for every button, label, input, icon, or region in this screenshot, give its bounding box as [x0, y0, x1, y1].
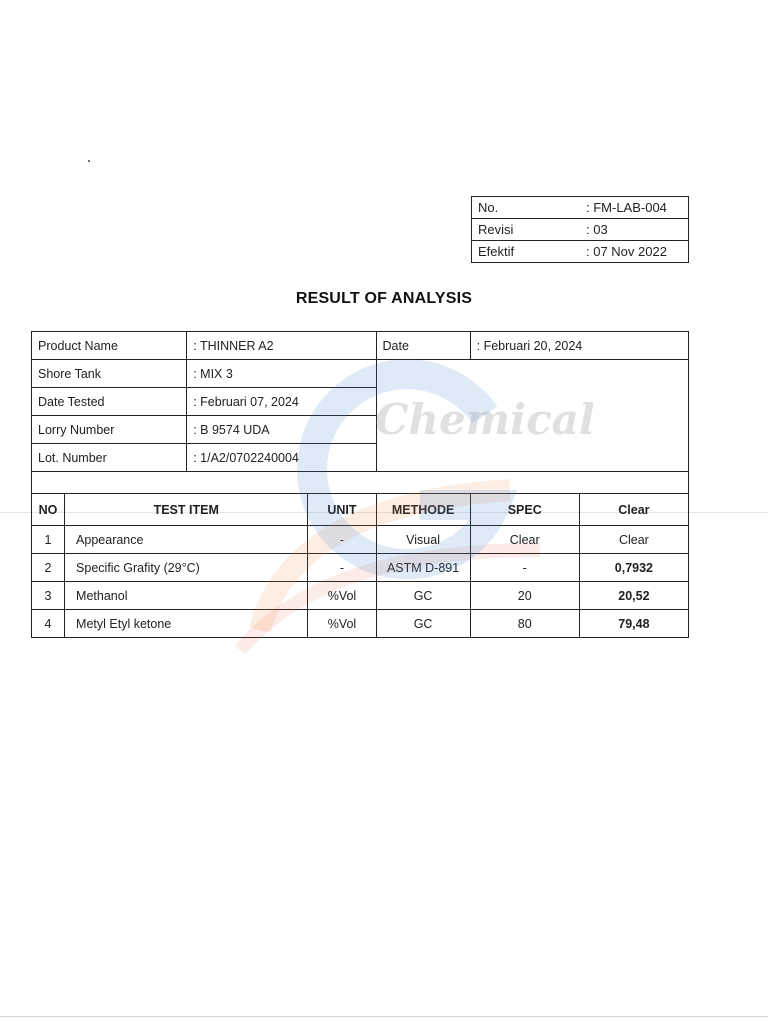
lorry-number-label: Lorry Number [32, 416, 187, 444]
document-control-table [471, 196, 689, 263]
row-spec: - [470, 554, 579, 582]
date-tested-value: : Februari 07, 2024 [187, 388, 376, 416]
shore-tank-label: Shore Tank [32, 360, 187, 388]
scan-speck [88, 160, 90, 162]
row-unit: - [308, 554, 376, 582]
row-spec: 20 [470, 582, 579, 610]
row-result: 20,52 [579, 582, 688, 610]
header-unit: UNIT [308, 494, 376, 526]
date-tested-label: Date Tested [32, 388, 187, 416]
row-no: 1 [32, 526, 65, 554]
separator-row [32, 472, 689, 494]
row-test-item: Methanol [65, 582, 308, 610]
info-row [32, 332, 689, 360]
analysis-table [31, 331, 689, 638]
header-no: NO [32, 494, 65, 526]
doc-control-label: Revisi [472, 219, 581, 241]
header-test-item: TEST ITEM [65, 494, 308, 526]
row-method: GC [376, 610, 470, 638]
result-row [32, 526, 689, 554]
doc-control-value: : 07 Nov 2022 [586, 244, 667, 259]
row-test-item: Appearance [65, 526, 308, 554]
row-result: Clear [579, 526, 688, 554]
row-spec: Clear [470, 526, 579, 554]
date-value: : Februari 20, 2024 [470, 332, 688, 360]
row-no: 2 [32, 554, 65, 582]
row-no: 4 [32, 610, 65, 638]
row-unit: %Vol [308, 582, 376, 610]
doc-control-label: Efektif [478, 244, 515, 259]
date-label: Date [376, 332, 470, 360]
shore-tank-value: : MIX 3 [187, 360, 376, 388]
result-row [32, 582, 689, 610]
doc-control-row [472, 241, 689, 263]
result-row [32, 610, 689, 638]
doc-control-value: : 03 [580, 219, 689, 241]
header-result: Clear [579, 494, 688, 526]
row-result: 0,7932 [579, 554, 688, 582]
lorry-number-value: : B 9574 UDA [187, 416, 376, 444]
result-row [32, 554, 689, 582]
watermark-text: Chemical [375, 395, 595, 444]
row-result: 79,48 [579, 610, 688, 638]
doc-control-value: : FM-LAB-004 [580, 197, 689, 219]
row-method: GC [376, 582, 470, 610]
info-row [32, 360, 689, 388]
page-title: RESULT OF ANALYSIS [295, 290, 473, 307]
header-spec: SPEC [470, 494, 579, 526]
row-test-item: Metyl Etyl ketone [65, 610, 308, 638]
product-name-label: Product Name [32, 332, 187, 360]
row-spec: 80 [470, 610, 579, 638]
lot-number-label: Lot. Number [32, 444, 187, 472]
row-no: 3 [32, 582, 65, 610]
header-methode: METHODE [376, 494, 470, 526]
doc-control-row [472, 197, 689, 219]
results-header-row [32, 494, 689, 526]
info-blank-area [376, 360, 689, 472]
row-test-item: Specific Grafity (29°C) [65, 554, 308, 582]
doc-control-label: No. [472, 197, 581, 219]
lot-number-value: : 1/A2/0702240004 [187, 444, 376, 472]
row-unit: - [308, 526, 376, 554]
row-method: ASTM D-891 [376, 554, 470, 582]
scan-artifact-line [0, 1016, 768, 1017]
doc-control-row [472, 219, 689, 241]
row-method: Visual [376, 526, 470, 554]
product-name-value: : THINNER A2 [187, 332, 376, 360]
row-unit: %Vol [308, 610, 376, 638]
separator-cell [32, 472, 689, 494]
